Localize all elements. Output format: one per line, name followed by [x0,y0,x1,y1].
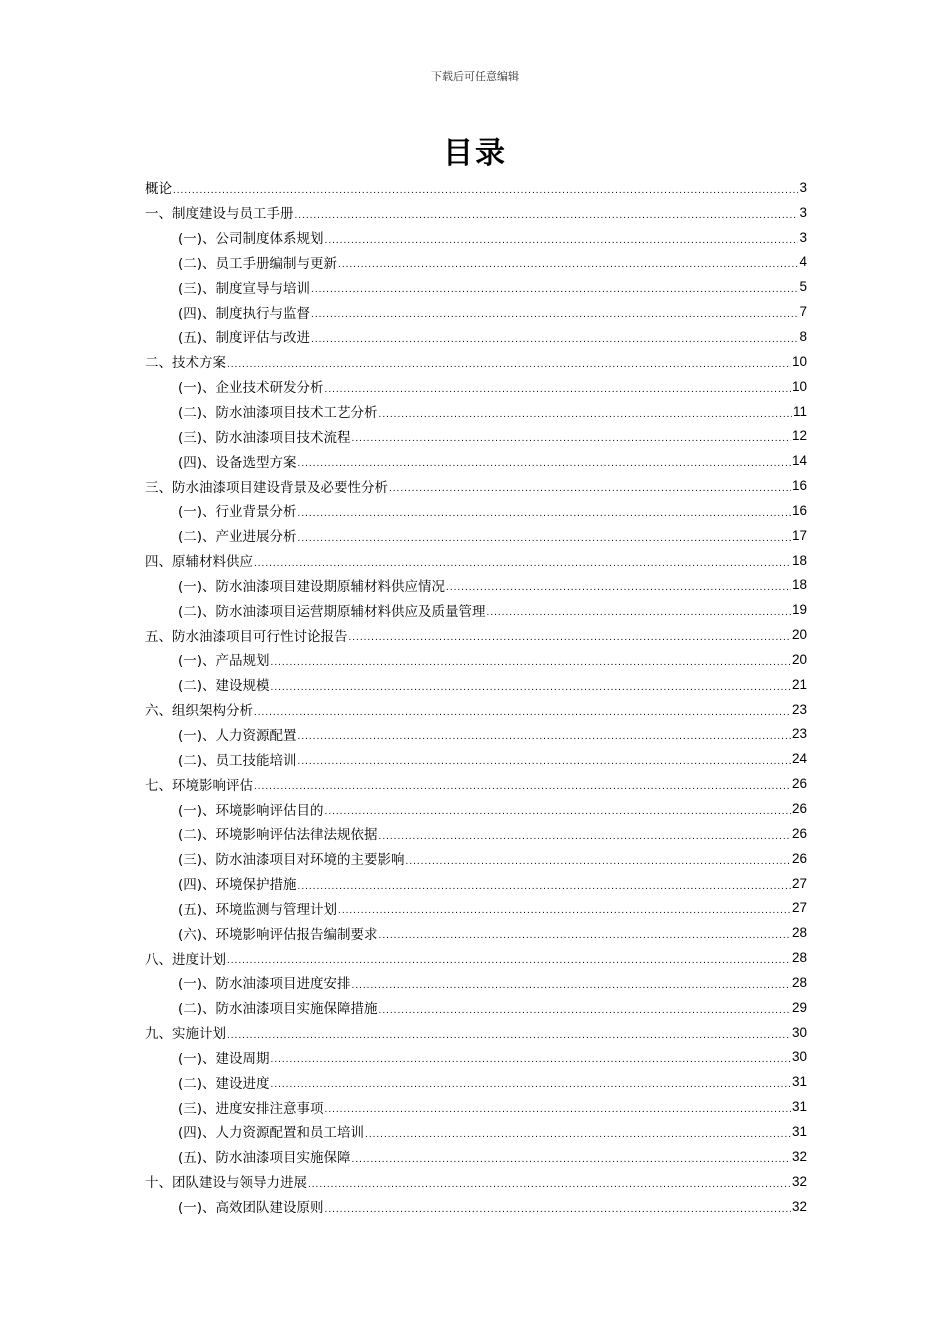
toc-entry-page-number: 26 [791,801,807,817]
toc-entry-label: (三)、进度安排注意事项 [178,1100,324,1117]
toc-entry[interactable] [145,722,807,747]
toc-dot-leader [254,558,791,569]
toc-entry-label: 概论 [145,181,172,198]
toc-entry[interactable] [145,895,807,920]
toc-dot-leader [311,309,798,320]
toc-dot-leader [338,905,791,916]
toc-dot-leader [271,1079,791,1090]
toc-entry-label: 四、原辅材料供应 [145,554,253,571]
toc-entry-page-number: 27 [791,875,807,891]
toc-entry-page-number: 26 [791,825,807,841]
toc-entry-page-number: 12 [791,428,807,444]
toc-entry-label: (四)、环境保护措施 [178,877,297,894]
toc-entry-label: (四)、人力资源配置和员工培训 [178,1125,365,1142]
toc-entry[interactable] [145,970,807,995]
toc-dot-leader [379,831,791,842]
toc-dot-leader [311,334,798,345]
toc-dot-leader [298,731,791,742]
toc-entry-label: 七、环境影响评估 [145,777,253,794]
toc-entry[interactable] [145,871,807,896]
toc-entry[interactable] [145,821,807,846]
toc-entry[interactable] [145,622,807,647]
toc-entry[interactable] [145,1069,807,1094]
toc-entry[interactable] [145,1144,807,1169]
toc-entry-page-number: 29 [791,999,807,1015]
toc-dot-leader [389,483,791,494]
toc-dot-leader [406,856,791,867]
toc-entry-label: 一、制度建设与员工手册 [145,206,294,223]
toc-entry[interactable] [145,225,807,250]
toc-entry-label: (一)、环境影响评估目的 [178,802,324,819]
toc-entry[interactable] [145,995,807,1020]
toc-entry-label: (二)、员工技能培训 [178,752,297,769]
toc-entry-label: (二)、建设规模 [178,678,270,695]
toc-dot-leader [298,508,791,519]
toc-entry-label: (二)、建设进度 [178,1075,270,1092]
toc-dot-leader [271,657,791,668]
toc-entry-label: 五、防水油漆项目可行性讨论报告 [145,628,348,645]
toc-entry-label: 三、防水油漆项目建设背景及必要性分析 [145,479,388,496]
toc-entry[interactable] [145,771,807,796]
toc-dot-leader [325,235,799,246]
toc-dot-leader [173,185,798,196]
toc-entry-page-number: 19 [791,602,807,618]
toc-entry-page-number: 14 [791,453,807,469]
toc-dot-leader [352,1154,791,1165]
toc-entry-page-number: 3 [799,229,807,245]
toc-entry-page-number: 18 [791,552,807,568]
toc-entry[interactable] [145,597,807,622]
toc-entry-page-number: 20 [791,627,807,643]
toc-entry-label: 二、技术方案 [145,355,226,372]
toc-entry[interactable] [145,1045,807,1070]
toc-entry-page-number: 28 [791,925,807,941]
toc-dot-leader [379,1005,791,1016]
toc-entry[interactable] [145,175,807,200]
toc-entry-label: (二)、员工手册编制与更新 [178,255,338,272]
toc-entry-page-number: 8 [799,328,807,344]
toc-entry[interactable] [145,647,807,672]
toc-entry-page-number: 4 [799,254,807,270]
toc-dot-leader [271,1054,791,1065]
toc-dot-leader [352,433,791,444]
toc-entry-label: 九、实施计划 [145,1026,226,1043]
toc-entry-label: (一)、公司制度体系规划 [178,231,324,248]
toc-entry-label: (三)、防水油漆项目对环境的主要影响 [178,852,405,869]
toc-entry-label: (四)、设备选型方案 [178,454,297,471]
toc-entry-label: (二)、防水油漆项目运营期原辅材料供应及质量管理 [178,603,486,620]
toc-entry-page-number: 28 [791,974,807,990]
toc-dot-leader [352,980,791,991]
toc-dot-leader [227,1030,791,1041]
toc-dot-leader [308,1179,791,1190]
toc-entry[interactable] [145,299,807,324]
toc-entry-label: (二)、防水油漆项目技术工艺分析 [178,405,378,422]
page-header-note: 下载后可任意编辑 [431,70,519,83]
toc-entry[interactable] [145,423,807,448]
toc-dot-leader [227,359,791,370]
toc-dot-leader [325,1104,791,1115]
toc-entry-page-number: 10 [791,353,807,369]
toc-entry-label: (一)、行业背景分析 [178,504,297,521]
toc-entry[interactable] [145,523,807,548]
toc-entry[interactable] [145,945,807,970]
toc-entry-page-number: 16 [791,478,807,494]
toc-entry-page-number: 31 [791,1074,807,1090]
toc-entry-page-number: 3 [799,204,807,220]
toc-entry-page-number: 27 [791,900,807,916]
toc-entry-label: 十、团队建设与领导力进展 [145,1175,307,1192]
toc-entry-label: (二)、产业进展分析 [178,529,297,546]
page-title: 目录 [443,136,507,171]
toc-entry[interactable] [145,1020,807,1045]
toc-entry-page-number: 16 [791,502,807,518]
toc-entry[interactable] [145,349,807,374]
toc-entry-label: (一)、企业技术研发分析 [178,380,324,397]
toc-entry[interactable] [145,498,807,523]
toc-dot-leader [254,781,791,792]
toc-entry-label: (五)、环境监测与管理计划 [178,901,338,918]
toc-entry-page-number: 10 [791,378,807,394]
toc-dot-leader [379,930,791,941]
toc-entry-page-number: 7 [799,304,807,320]
toc-entry-label: (一)、建设周期 [178,1050,270,1067]
toc-dot-leader [298,756,791,767]
toc-entry-label: (二)、环境影响评估法律法规依据 [178,827,378,844]
toc-entry[interactable] [145,324,807,349]
toc-entry[interactable] [145,672,807,697]
toc-entry-page-number: 26 [791,850,807,866]
toc-entry[interactable] [145,746,807,771]
toc-entry[interactable] [145,250,807,275]
toc-entry[interactable] [145,1094,807,1119]
toc-entry[interactable] [145,1119,807,1144]
toc-dot-leader [271,682,791,693]
toc-entry[interactable] [145,1169,807,1194]
toc-dot-leader [227,955,791,966]
toc-entry-page-number: 32 [791,1173,807,1189]
toc-entry-page-number: 3 [799,179,807,195]
toc-dot-leader [487,607,791,618]
toc-entry-page-number: 5 [799,279,807,295]
toc-dot-leader [295,210,799,221]
toc-dot-leader [311,284,798,295]
toc-entry-label: (一)、产品规划 [178,653,270,670]
toc-entry-page-number: 26 [791,776,807,792]
toc-entry-page-number: 30 [791,1049,807,1065]
toc-dot-leader [298,881,791,892]
toc-dot-leader [298,533,791,544]
toc-entry-page-number: 20 [791,651,807,667]
toc-entry-label: (五)、防水油漆项目实施保障 [178,1150,351,1167]
toc-entry[interactable] [145,697,807,722]
toc-entry-label: (一)、人力资源配置 [178,727,297,744]
toc-entry-page-number: 17 [791,527,807,543]
toc-entry-page-number: 30 [791,1024,807,1040]
toc-entry-page-number: 21 [791,676,807,692]
toc-dot-leader [325,1204,791,1215]
toc-entry[interactable] [145,200,807,225]
toc-dot-leader [365,1129,791,1140]
toc-entry-label: (五)、制度评估与改进 [178,330,311,347]
toc-entry-label: (二)、防水油漆项目实施保障措施 [178,1001,378,1018]
toc-entry-page-number: 24 [791,751,807,767]
toc-dot-leader [254,707,791,718]
toc-entry[interactable] [145,920,807,945]
table-of-contents [145,175,807,1218]
toc-entry[interactable] [145,399,807,424]
toc-entry[interactable] [145,548,807,573]
toc-dot-leader [379,409,792,420]
toc-dot-leader [325,806,791,817]
toc-dot-leader [325,384,791,395]
toc-entry[interactable] [145,796,807,821]
toc-entry-page-number: 31 [791,1123,807,1139]
toc-entry[interactable] [145,573,807,598]
toc-entry-page-number: 18 [791,577,807,593]
toc-dot-leader [349,632,791,643]
toc-entry-label: (一)、高效团队建设原则 [178,1200,324,1217]
toc-entry-label: (六)、环境影响评估报告编制要求 [178,926,378,943]
toc-entry[interactable] [145,374,807,399]
toc-entry-page-number: 32 [791,1148,807,1164]
toc-entry-page-number: 31 [791,1099,807,1115]
toc-entry-page-number: 11 [792,403,807,419]
toc-entry[interactable] [145,473,807,498]
toc-dot-leader [338,259,798,270]
toc-entry-page-number: 28 [791,950,807,966]
toc-entry-page-number: 32 [791,1198,807,1214]
toc-entry[interactable] [145,1194,807,1219]
toc-entry-label: 六、组织架构分析 [145,703,253,720]
toc-entry-label: (三)、防水油漆项目技术流程 [178,429,351,446]
toc-dot-leader [446,582,791,593]
toc-entry-label: (一)、防水油漆项目进度安排 [178,976,351,993]
toc-entry-label: (一)、防水油漆项目建设期原辅材料供应情况 [178,578,446,595]
toc-entry-label: (三)、制度宣导与培训 [178,280,311,297]
toc-dot-leader [298,458,791,469]
toc-entry[interactable] [145,846,807,871]
toc-entry-label: 八、进度计划 [145,951,226,968]
toc-entry-label: (四)、制度执行与监督 [178,305,311,322]
toc-entry[interactable] [145,448,807,473]
toc-entry[interactable] [145,274,807,299]
toc-entry-page-number: 23 [791,726,807,742]
toc-entry-page-number: 23 [791,701,807,717]
